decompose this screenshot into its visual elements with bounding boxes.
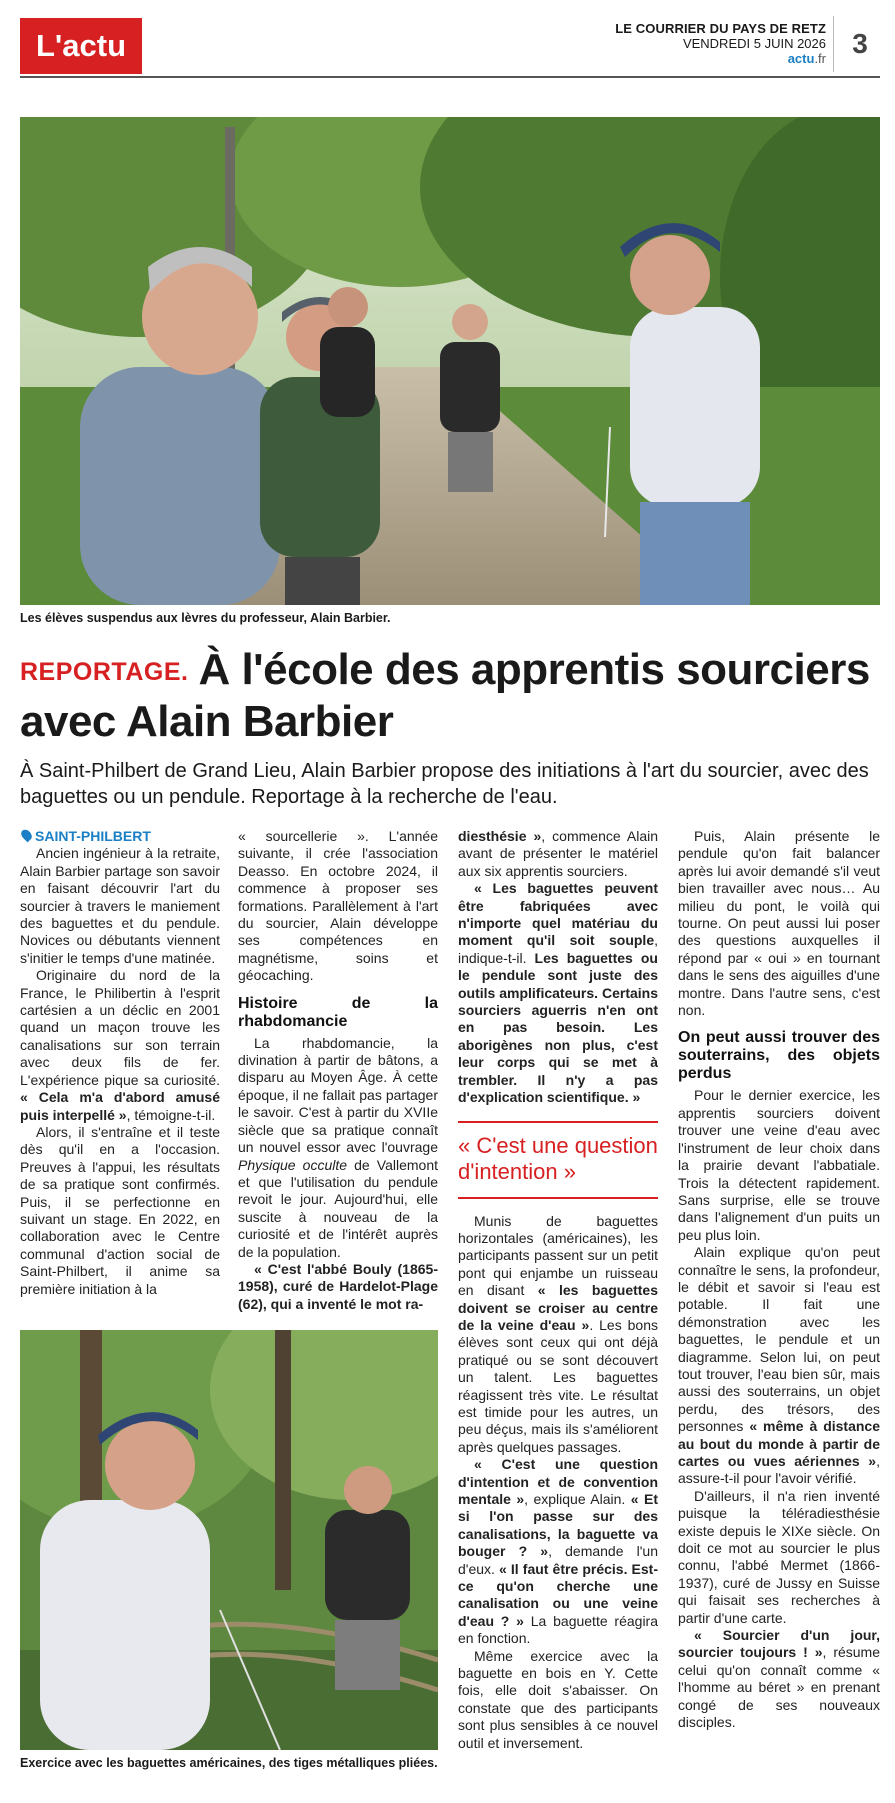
issue-date: VENDREDI 5 JUIN 2026: [682, 36, 826, 51]
paragraph: Alors, il s'entraîne et il teste dès qu'il en a l'occasion. Preuves à l'appui, les résultats de sa pratique sont confirmés. Puis, il se perfectionne en suivant un stage. En 2022, en collaboration avec le Centre communal d'action social de Saint-Philbert, il anime sa première initiation à la: [20, 1123, 220, 1297]
article-standfirst: À Saint-Philbert de Grand Lieu, Alain Barbier propose des initiations à l'art du sourcier, avec des baguettes ou un pendule. Reportage à la recherche de l'eau.: [20, 760, 869, 808]
paragraph: « Sourcier d'un jour, sourcier toujours ! », résume celui qu'on connaît comme « l'homme au béret » en prenant congé de ses nouveaux disciples.: [678, 1627, 881, 1731]
paragraph: Munis de baguettes horizontales (américaines), les participants passent sur un petit pont qui enjambe un ruisseau en disant « les baguettes doivent se croiser au centre de la veine d'eau ». Les bons élèves sont ceux qui ont déjà pratiqué ou se sont découvert un talent. Les baguettes réagissent très vite. Le résultat est timide pour les autres, un peu déçus, mais ils s'améliorent après quelques passages.: [458, 1212, 658, 1455]
subheading: On peut aussi trouver des souterrains, des objets perdus: [678, 1029, 880, 1083]
subheading: Histoire de la rhabdomancie: [238, 994, 438, 1030]
page-number: 3: [852, 28, 868, 59]
main-photo: [20, 117, 880, 605]
paragraph: « sourcellerie ». L'année suivante, il crée l'association Deasso. En octobre 2024, il commence à proposer ses formations. Parallèlement à l'art du sourcier, Alain développe ses compétences en magnétisme, soins et géocaching.: [238, 828, 438, 984]
website-link[interactable]: actu.fr: [787, 51, 826, 66]
article-header: [20, 645, 880, 747]
main-photo-caption: Les élèves suspendus aux lèvres du professeur, Alain Barbier.: [20, 611, 391, 625]
masthead: [615, 21, 826, 66]
paragraph: Même exercice avec la baguette en bois en Y. Cette fois, elle doit s'abaisser. On constate que des participants sont plus sensibles à ce nouvel outil et inversement.: [458, 1647, 658, 1751]
paragraph: D'ailleurs, il n'a rien inventé puisque la téléradiesthésie existe depuis le XIXe siècle. On doit ce mot au sourcier le plus connu, l'abbé Mermet (1866-1937), curé de Jussy en Suisse qui faisait ses recherches à partir d'une carte.: [678, 1487, 880, 1626]
page-header: [20, 16, 880, 78]
pull-quote: « C'est une question d'intention »: [458, 1121, 658, 1199]
location-pin-icon: [19, 828, 34, 843]
dateline: SAINT-PHILBERT: [20, 828, 220, 845]
paragraph: Puis, Alain présente le pendule qu'on fait balancer après lui avoir demandé s'il veut bien travailler avec nous… Au milieu du pont, le voilà qui tourne. On peut aussi lui poser des questions auxquelles il répond par « oui » en tournant dans le sens des aiguilles d'une montre. Dans l'autre sens, c'est non.: [678, 828, 880, 1019]
header-divider: [833, 16, 834, 72]
article-title: REPORTAGE. À l'école des apprentis sourciers avec Alain Barbier: [20, 645, 870, 746]
paragraph: Originaire du nord de la France, le Philibertin à l'esprit cartésien a un déclic en 2001 quand un maçon trouve les canalisations sur son terrain avec deux fils de fer. L'expérience pique sa curiosité. « Cela m'a d'abord amusé puis interpellé », témoigne-t-il.: [20, 967, 220, 1123]
newspaper-name: LE COURRIER DU PAYS DE RETZ: [615, 21, 826, 36]
header-rule: [20, 76, 880, 78]
paragraph: Pour le dernier exercice, les apprentis sourciers doivent trouver une veine d'eau avec l'instrument de leur choix dans la prairie devant l'abbatiale. Trois la détectent rapidement. Sans surprise, elle se trouve dans l'alignement d'un puits un peu plus loin.: [678, 1087, 880, 1243]
article-column-2: [238, 828, 438, 1313]
secondary-photo-image: [20, 1330, 438, 1750]
paragraph: « Les baguettes peuvent être fabriquées avec n'importe quel matériau du moment qu'il soit souple, indique-t-il. Les baguettes ou le pendule sont juste des outils amplificateurs. Certains sourciers aguerris n'en ont en pas besoin. Les aborigènes non plus, c'est leur corps qui se met à trembler. Il n'y a pas d'explication scientifique. »: [458, 880, 658, 1106]
secondary-photo-caption: Exercice avec les baguettes américaines, des tiges métalliques pliées.: [20, 1756, 438, 1770]
paragraph: diesthésie », commence Alain avant de présenter le matériel aux six apprentis sourciers.: [458, 828, 659, 879]
main-photo-image: [20, 117, 880, 605]
section-tag: L'actu: [20, 18, 142, 74]
article-column-4: [678, 828, 880, 1732]
paragraph: Alain explique qu'on peut connaître le sens, la profondeur, le débit et savoir si l'eau est potable. Il fait une démonstration avec les baguettes, le pendule et un diagramme. Selon lui, on peut tout trouver, l'eau bien sûr, mais aussi des souterrains, un objet perdu, des trésors, des personnes « même à distance au bout du monde à partir de cartes ou vues aériennes », assure-t-il pour l'avoir vérifié.: [678, 1244, 880, 1487]
paragraph: La rhabdomancie, la divination à partir de bâtons, a disparu au Moyen Âge. À cette époque, il ne fallait pas partager le savoir. C'est à partir du XVIIe siècle que sa pratique connaît un nouvel essor avec l'ouvrage Physique occulte de Vallemont et que l'utilisation du pendule revoit le jour. Aujourd'hui, elle suscite à nouveau de la curiosité et de l'intérêt auprès de la population.: [238, 1034, 438, 1260]
article-column-3: [458, 828, 658, 1752]
paragraph: Ancien ingénieur à la retraite, Alain Barbier partage son savoir en faisant découvrir l'art du sourcier à travers le maniement des baguettes et du pendule. Novices ou débutants viennent s'initier le temps d'une matinée.: [20, 845, 220, 966]
paragraph: « C'est une question d'intention et de convention mentale », explique Alain. « Et si l'on passe sur des canalisations, la baguette va bouger ? », demande l'un d'eux. « Il faut être précis. Est-ce qu'on cherche une canalisation ou une veine d'eau ? » La baguette réagira en fonction.: [458, 1456, 659, 1647]
secondary-photo: [20, 1330, 438, 1750]
paragraph: « C'est l'abbé Bouly (1865-1958), curé de Hardelot-Plage (62), qui a inventé le mot ra-: [238, 1260, 438, 1312]
article-kicker: REPORTAGE.: [20, 658, 189, 686]
article-column-1: [20, 828, 220, 1298]
